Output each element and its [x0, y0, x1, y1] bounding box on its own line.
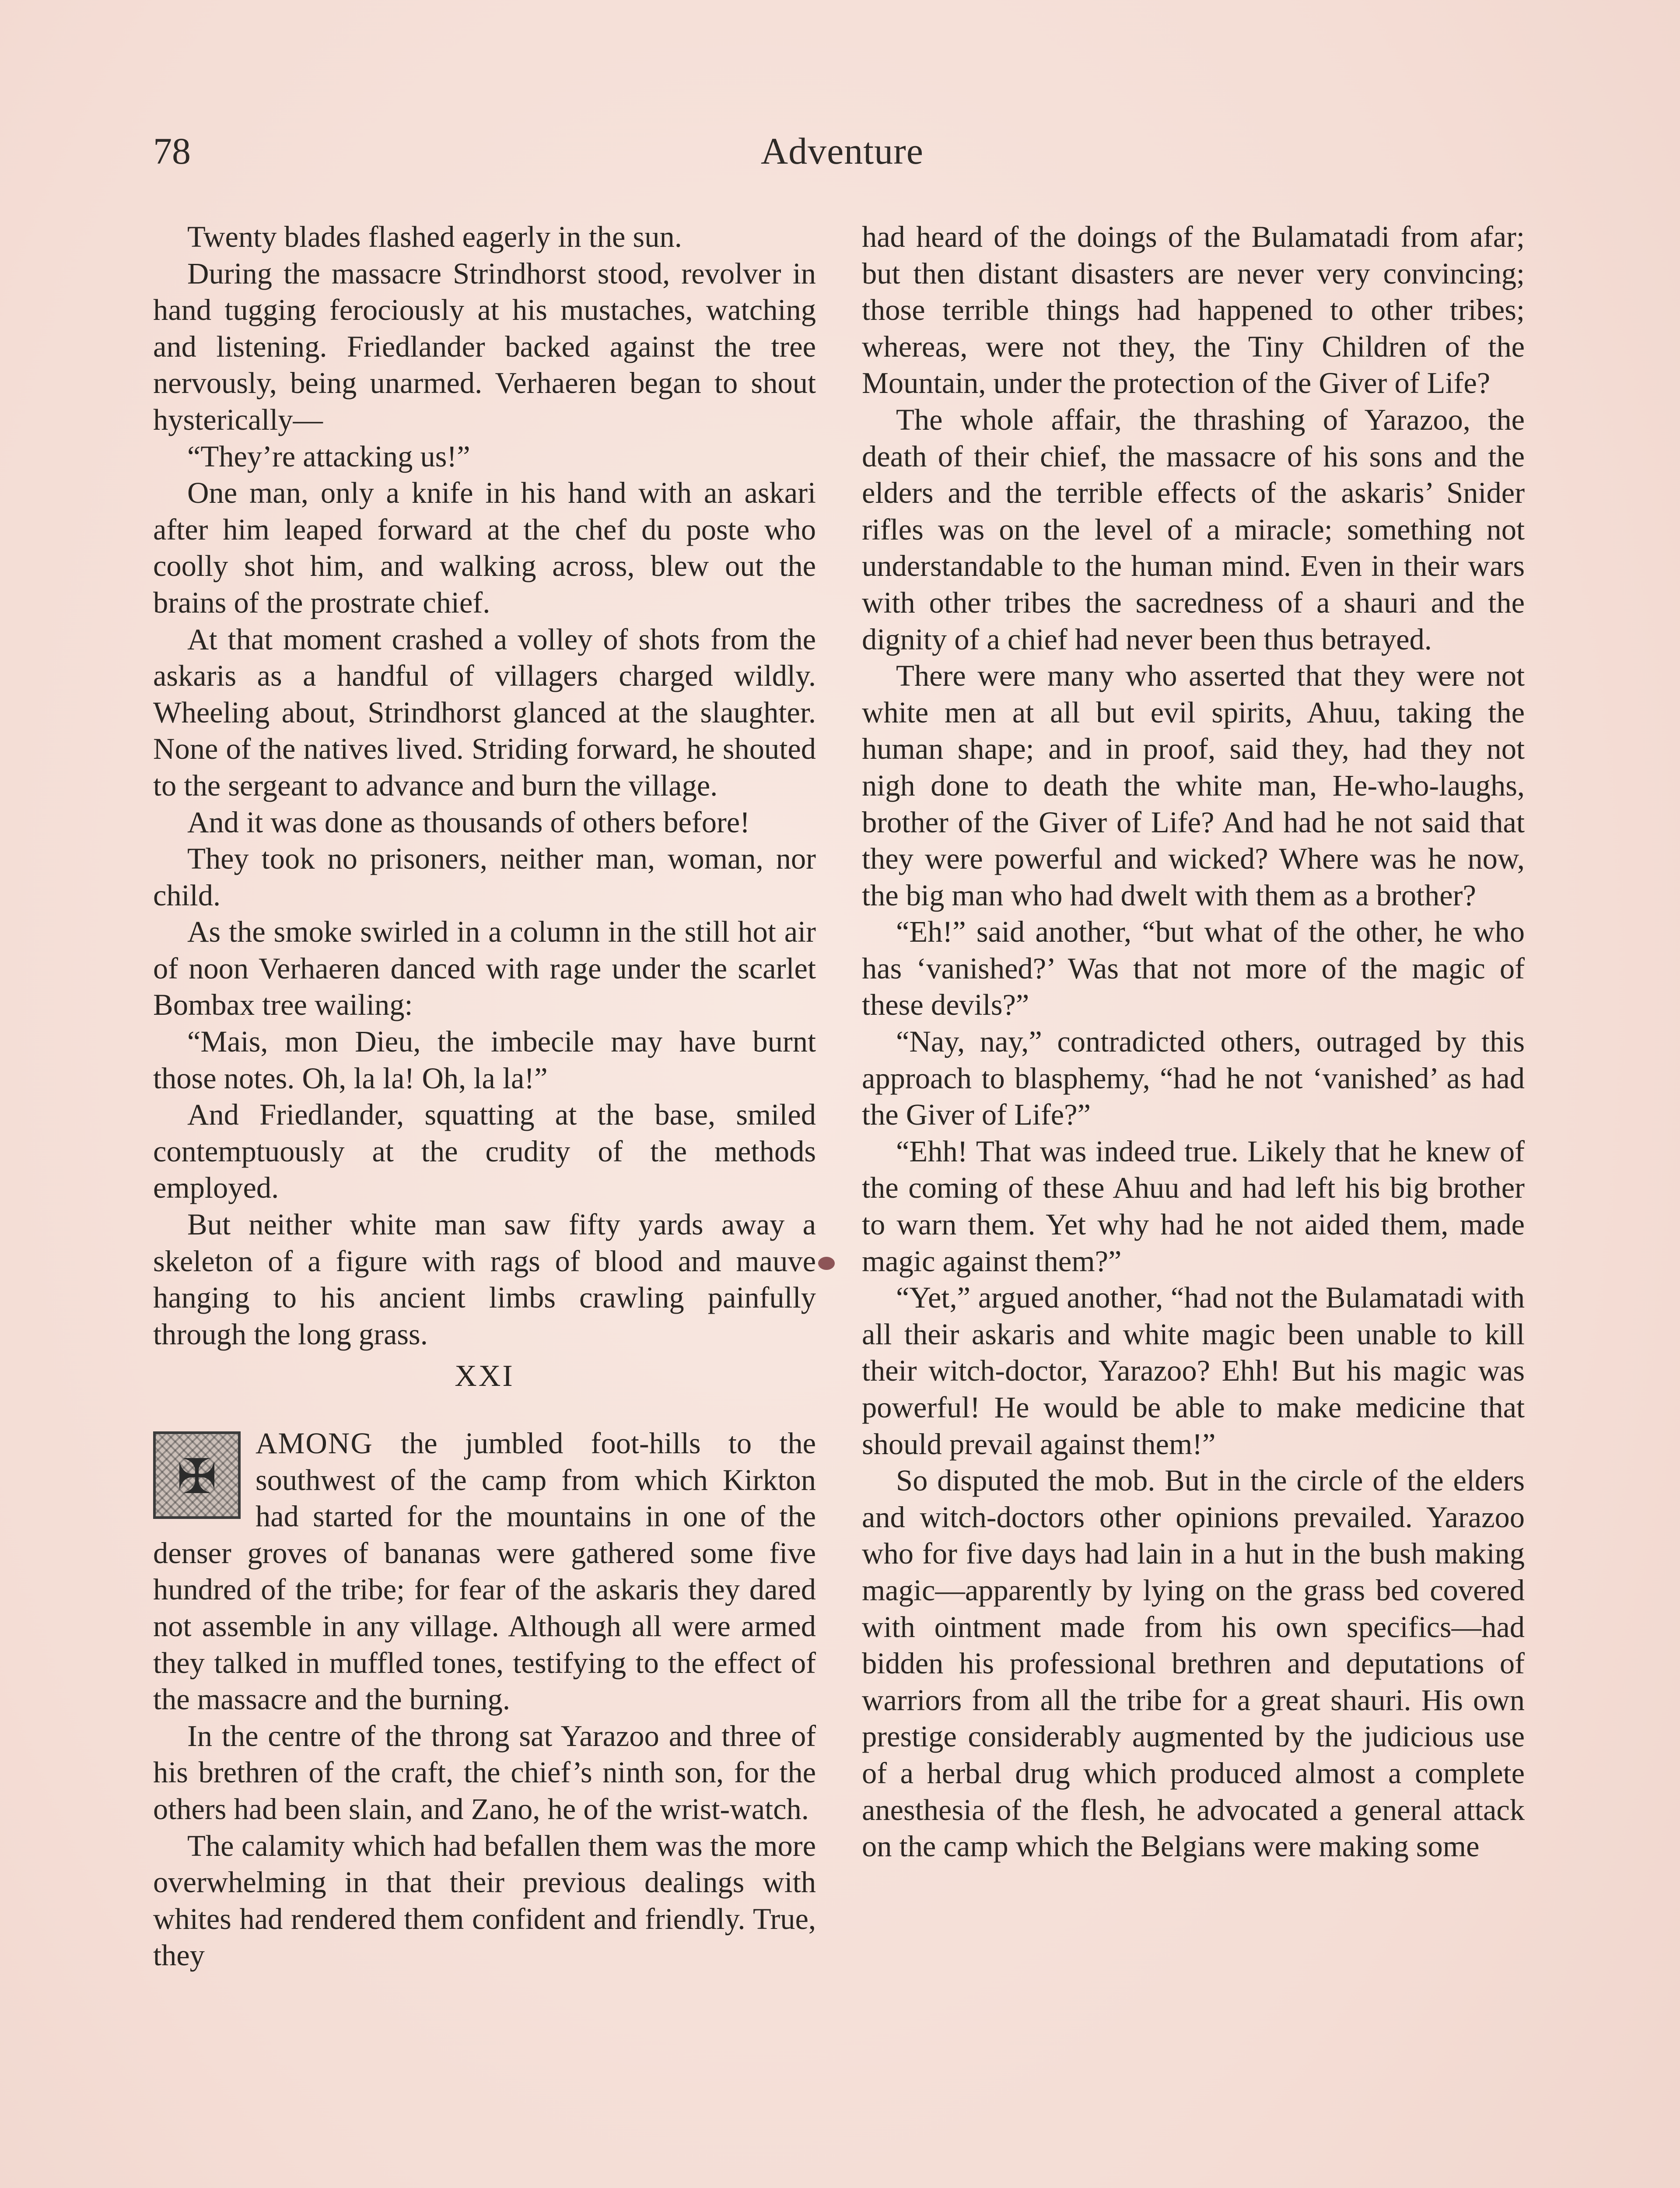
- left-column: [153, 219, 816, 1974]
- ink-stain: [818, 1257, 835, 1270]
- paragraph: In the centre of the throng sat Yarazoo and three of his brethren of the craft, the chief’s ninth son, for the others had been slain, and Zano, he of the wrist-watch.: [153, 1719, 816, 1826]
- paragraph: And Friedlander, squatting at the base, smiled contemptuously at the crudity of the methods employed.: [153, 1098, 816, 1205]
- paragraph: Twenty blades flashed eagerly in the sun.: [187, 220, 682, 253]
- paragraph: There were many who asserted that they were not white men at all but evil spirits, Ahuu, taking the human shape; and in proof, said they, had they not nigh done to death the white man, He-who-laughs, brother of the Giver of Life? And had he not said that they were powerful and wicked? Where was he now, the big man who had dwelt with them as a brother?: [862, 659, 1525, 912]
- page-number: 78: [153, 130, 191, 172]
- paragraph: had heard of the doings of the Bulamatadi from afar; but then distant disasters are never very convincing; those terrible things had happened to other tribes; whereas, were not they, the Tiny Children of the Mountain, under the protection of the Giver of Life?: [862, 220, 1525, 400]
- paragraph: “Mais, mon Dieu, the imbecile may have burnt those notes. Oh, la la! Oh, la la!”: [153, 1025, 816, 1095]
- paragraph: “They’re attacking us!”: [187, 439, 470, 473]
- paragraph: “Nay, nay,” contradicted others, outraged by this approach to blasphemy, “had he not ‘vanished’ as had the Giver of Life?”: [862, 1025, 1525, 1132]
- paragraph: “Ehh! That was indeed true. Likely that he knew of the coming of these Ahuu and had left his big brother to warn them. Yet why had he not aided them, made magic against them?”: [862, 1134, 1525, 1278]
- paragraph: As the smoke swirled in a column in the still hot air of noon Verhaeren danced with rage under the scarlet Bombax tree wailing:: [153, 915, 816, 1022]
- paragraph: And it was done as thousands of others before!: [187, 805, 750, 839]
- section-heading: XXI: [455, 1359, 514, 1393]
- ornament-initial-icon: [153, 1431, 241, 1519]
- paragraph: At that moment crashed a volley of shots from the askaris as a handful of villagers charged wildly. Wheeling about, Strindhorst glanced at the slaughter. None of the natives lived. Striding forward, he shouted to the sergeant to advance and burn the village.: [153, 622, 816, 802]
- paragraph: The whole affair, the thrashing of Yarazoo, the death of their chief, the massacre of his sons and the elders and the terrible effects of the askaris’ Snider rifles was on the level of a miracle; something not understandable to the human mind. Even in their wars with other tribes the sacredness of a shauri and the dignity of a chief had never been thus betrayed.: [862, 403, 1525, 656]
- page-header: [153, 127, 1531, 175]
- running-head: Adventure: [761, 130, 924, 172]
- paragraph: “Eh!” said another, “but what of the other, he who has ‘vanished?’ Was that not more of the magic of these devils?”: [862, 915, 1525, 1022]
- paragraph: So disputed the mob. But in the circle of the elders and witch-doctors other opinions prevailed. Yarazoo who for five days had lain in a hut in the bush making magic—apparently by lying on the grass bed covered with ointment made from his own specifics—had bidden his professional brethren and deputations of warriors from all the tribe for a great shauri. His own prestige considerably augmented by the judicious use of a herbal drug which produced almost a complete anesthesia of the flesh, he advocated a general attack on the camp which the Belgians were making some: [862, 1464, 1525, 1863]
- paragraph: “Yet,” argued another, “had not the Bulamatadi with all their askaris and white magic been unable to kill their witch-doctor, Yarazoo? Ehh! But his magic was powerful! He would be able to make medicine that should prevail against them!”: [862, 1281, 1525, 1461]
- dropcap-paragraph: [153, 1425, 816, 1718]
- right-column: [862, 219, 1525, 1865]
- dropcap-word: AMONG: [256, 1427, 373, 1460]
- paragraph: But neither white man saw fifty yards away a skeleton of a figure with rags of blood and mauve hanging to his ancient limbs crawling painfully through the long grass.: [153, 1208, 816, 1351]
- paragraph: The calamity which had befallen them was the more overwhelming in that their previous dealings with whites had rendered them confident and friendly. True, they: [153, 1829, 816, 1972]
- paragraph: One man, only a knife in his hand with an askari after him leaped forward at the chef du poste who coolly shot him, and walking across, blew out the brains of the prostrate chief.: [153, 476, 816, 619]
- paragraph: During the massacre Strindhorst stood, revolver in hand tugging ferociously at his mustaches, watching and listening. Friedlander backed against the tree nervously, being unarmed. Verhaeren began to shout hysterically—: [153, 256, 816, 436]
- paragraph-text: the jumbled foot-hills to the southwest of the camp from which Kirkton had started for the mountains in one of the denser groves of bananas were gathered some five hundred of the tribe; for fear of the askaris they dared not assemble in any village. Although all were armed they talked in muffled tones, testifying to the effect of the massacre and the burning.: [153, 1427, 816, 1716]
- paragraph: They took no prisoners, neither man, woman, nor child.: [153, 842, 816, 912]
